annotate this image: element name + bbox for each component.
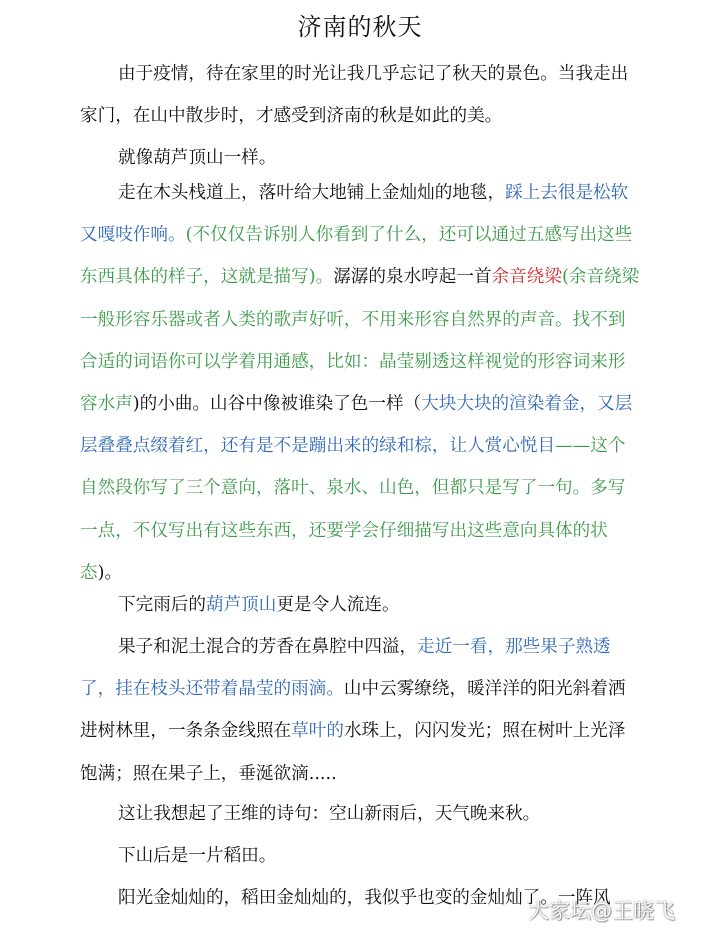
paragraph-7 — [80, 835, 640, 877]
document-title: 济南的秋天 — [297, 13, 423, 41]
p3-highlight-blue-2: 大块大块的渲染着金，又层层叠叠点缀着红，还有是不是蹦出来的绿和棕，让人赏心悦目 — [80, 394, 633, 457]
p5-text-e: 水珠上，闪闪发光；照在树叶上光泽饱满；照在果子上，垂涎欲滴..... — [80, 721, 626, 784]
p4-text-a: 下完雨后的 — [118, 595, 206, 615]
p3-highlight-red: 余音绕梁 — [491, 267, 562, 288]
p3-text-j: )。 — [97, 562, 123, 583]
p8-text: 阳光金灿灿的，稻田金灿灿的，我似乎也变的金灿灿了。一阵风 — [118, 888, 611, 908]
watermark: 大家坛@王晓飞 — [528, 899, 675, 923]
p5-text-c: 山中云雾缭绕，暖洋洋的阳光斜着洒进树林里，一条条金线照在 — [80, 679, 626, 742]
paragraph-5 — [80, 626, 640, 795]
p1-text: 由于疫情，待在家里的时光让我几乎忘记了秋天的景色。当我走出家门，在山中散步时，才感受到济南的秋是如此的美。 — [80, 64, 629, 127]
p4-text-c: 更是令人流连。 — [276, 595, 400, 615]
p3-text-d: 潺潺的泉水哼起一首 — [333, 267, 492, 288]
p5-text-a: 果子和泥土混合的芳香在鼻腔中四溢， — [118, 637, 418, 657]
paragraph-1 — [80, 53, 640, 137]
paragraph-6 — [80, 793, 640, 835]
p3-comment-green-2: (余音绕梁一般形容乐器或者人类的歌声好听，不用来形容自然界的声音。找不到合适的词语你可以学着用通感，比如：晶莹剔透这样视觉的形容词来形容水声 — [80, 267, 640, 415]
p2-text: 就像葫芦顶山一样。 — [118, 148, 277, 168]
p3-comment-green-1: (不仅仅告诉别人你看到了什么，还可以通过五感写出这些东西具体的样子，这就是描写)。 — [80, 225, 633, 288]
paragraph-4 — [80, 584, 640, 626]
p5-highlight-blue-1: 走近一看，那些果子熟透了，挂在枝头还带着晶莹的雨滴。 — [80, 637, 611, 700]
p5-highlight-blue-2: 草叶的 — [291, 721, 344, 742]
p3-text-a: 走在木头栈道上，落叶给大地铺上金灿灿的地毯， — [118, 183, 506, 203]
p3-highlight-blue-1: 踩上去很是松软又嘎吱作响。 — [80, 183, 629, 246]
p4-highlight-blue: 葫芦顶山 — [205, 595, 277, 615]
paragraph-3 — [80, 172, 640, 594]
p3-comment-green-3: ——这个自然段你写了三个意向，落叶、泉水、山色，但都只是写了一句。多写一点，不仅写出有这些东西，还要学会仔细描写出这些意向具体的状态 — [80, 436, 626, 583]
p6-text: 这让我想起了王维的诗句：空山新雨后，天气晚来秋。 — [118, 804, 541, 824]
p7-text: 下山后是一片稻田。 — [118, 846, 277, 866]
p3-text-g: )的小曲。山谷中像被谁染了色一样（ — [132, 394, 422, 415]
